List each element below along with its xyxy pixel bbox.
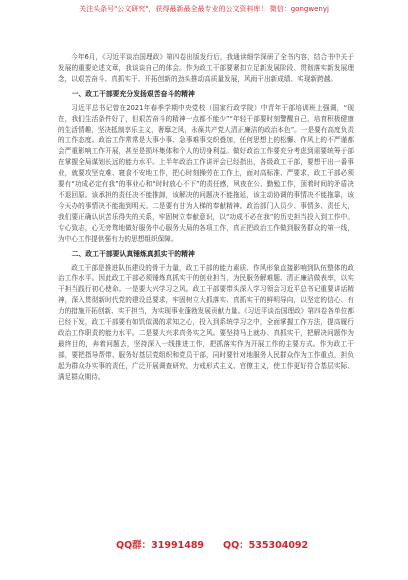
article-body: [58, 52, 354, 382]
qq-number: QQ：535304092: [223, 540, 309, 551]
section-2-paragraph-1: 政工干部是推进队伍建设的骨干力量，政工干部的能力素质、作风形象直接影响到队伍整体的政治工作水平。因此政工干部必须锤炼真抓实干的创业担当，为民服务解难题、清正廉洁做表率，以实干担当践行初心使命。一是要大兴学习之风。政工干部要带头深入学习领会习近平总书记重要讲话精神，深入贯彻新时代党的建设总要求，牢固树立大抓落实、真抓实干的鲜明导向，以坚定的信心、有力的措施开拓创新、实干担当，为实现事业蓬勃发展贡献力量。《习近平谈治国理政》第四卷各单位都已经下发，政工干部要有如饥似渴的求知之心，投入到系统学习之中，全面掌握工作方法，提高履行政治工作职责的能力水平。二是要大兴求真务实之风。要坚持马上就办、真抓实干，把解决问题作为最终目的，奔着问题去，坚持深入一线推进工作，把抓落实作为开展工作的主要方式。作为政工干部，要把指导帮带、服务好基层党组织和党员干部，同时要针对地服务人民群众作为工作重点，担负起为群众办实事的责任，广泛开展调查研究，力戒形式主义、官僚主义，使工作更好符合基层实际、满足群众期待。: [58, 263, 354, 381]
section-heading-2: 二、政工干部要认真锤炼真抓实干的精神: [71, 249, 195, 258]
intro-paragraph: 今年6月，《习近平谈治国理政》第四卷出版发行后，我通读细学深研了全书内容，结合书中关于发展的重要论述文章，我谈谈自己的体会。作为政工干部要紧扣立足新发展阶段、贯彻落实新发展理念，以艰苦奋斗、真抓实干、开拓创新的劲头推动高质量发展，风雨干出新成绩、实现新跨越。: [58, 53, 354, 83]
banner-line: 关注头条号"公文研究"，获得最新最全最专业的公文资料库！ 微信：gongwenyj: [79, 5, 329, 13]
section-heading-1: 一、政工干部要充分发扬艰苦奋斗的精神: [71, 89, 195, 98]
qq-group-number: QQ群：31991489: [116, 540, 205, 551]
section-1-paragraph-1: 习近平总书记曾在2021年春季学期中央党校（国家行政学院）中青年干部培训班上强调，“现在，我们生活条件好了，但艰苦奋斗的精神一点都不能少”“年轻干部要时刻警醒自己，培育积极健康的生活情趣，坚决抵制享乐主义，奢靡之风，永葆共产党人清正廉洁的政治本色”。一是要有高度负责的工作态度。政治工作常常是大事小事、急事难事交织叠加，任何思想上的松懈、作风上的不严谨都会严重影响工作开展，甚至是损坏集体和个人的切身利益。做好政治工作要充分考虑到需要统筹于部在掌握全局谋划长远的能力水平。上半年政治工作讲评会已经指出，各级政工干部，要想干出一番事业，就要攻坚克难、寝食不安地工作，把心时刻操劳在工作上，面对高标准、严要求，政工干部必须要有“功成必定有我”的事业心和“时时放心不下”的责任感，夙夜在公、勤勉工作，顶着时间的矛盾决不退回原。该承担的责任决不能推卸，该解决的问题决不能拖延，该主动协调的事情决不能拖靠，该今天办的事情决不能拖到明天。二是要有甘为人梯的奉献精神。政治部门人员少、事情多、责任大，我们要正确认识苦乐得失的关系，牢固树立奉献意识，以“功成不必在我”的历史担当投入到工作中。专心致志，心无旁骛地做好服务中心服务大局的各项工作，真正把政治工作做到服务群众的第一线，为中心工作提供强有力的思想组织保障。: [58, 103, 354, 243]
top-banner: [0, 4, 408, 14]
